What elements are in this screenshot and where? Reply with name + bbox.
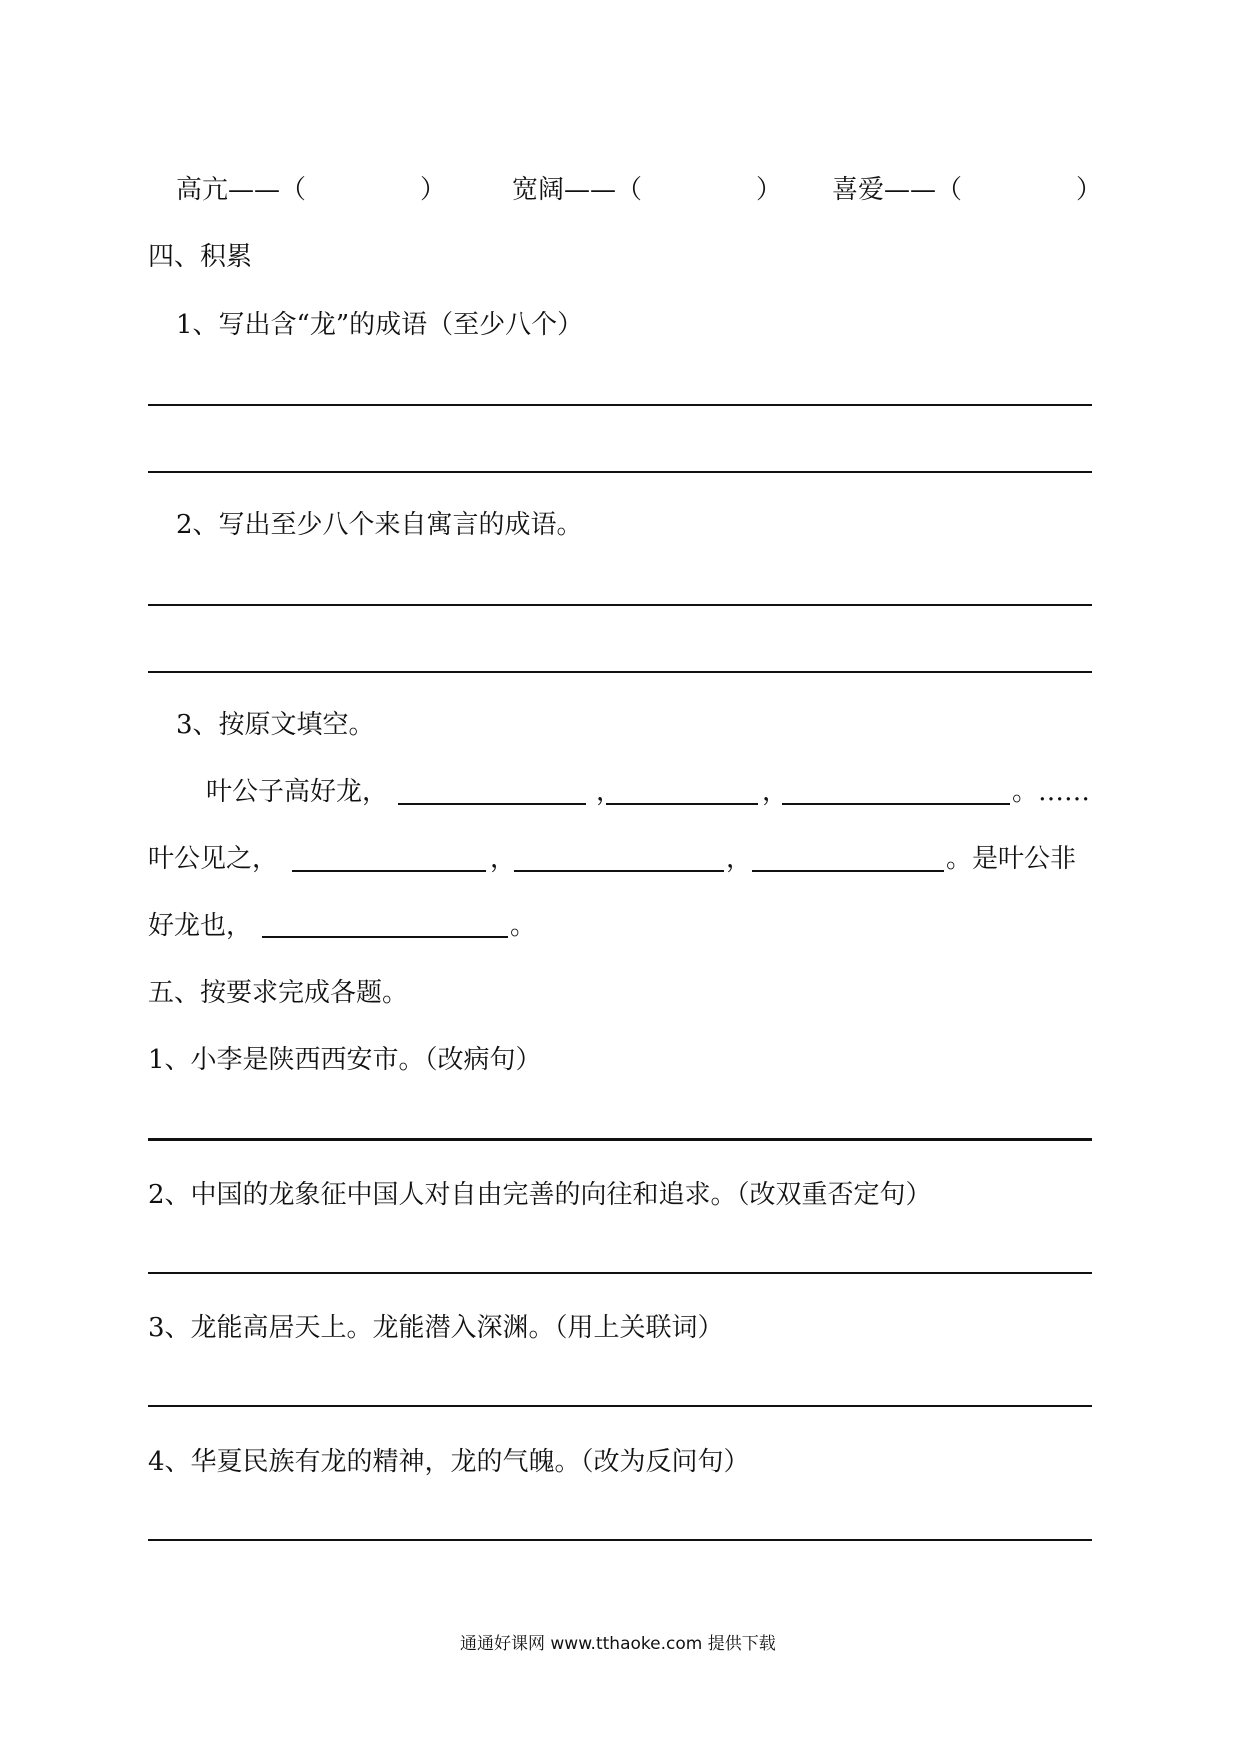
antonym-2-close: ） [756,175,783,205]
question-4-1: 1、写出含“龙”的成语（至少八个） [176,310,584,340]
question-5-1: 1、小李是陕西西安市。（改病句） [148,1045,542,1075]
fill-blank [292,870,486,872]
fill-blank [514,870,724,872]
text-passage-line2-end: 。是叶公非 [946,844,1077,874]
fill-blank [782,803,1010,805]
answer-line [148,1539,1092,1541]
answer-line [148,1138,1092,1141]
antonym-3-close: ） [1076,175,1103,205]
question-5-2: 2、中国的龙象征中国人对自由完善的向往和追求。（改双重否定句） [148,1180,932,1210]
antonym-3-word: 喜爱——（ [832,175,963,205]
period: 。 [510,911,537,941]
fill-blank [262,936,508,938]
fill-blank [752,870,944,872]
answer-line [148,1405,1092,1407]
comma: ， [762,777,789,807]
comma: ， [490,844,517,874]
page-footer: 通通好课网 www.tthaoke.com 提供下载 [460,1634,776,1654]
text-passage-start: 叶公子高好龙， [206,777,389,807]
antonym-1-word: 高亢——（ [176,175,307,205]
comma: ， [596,777,623,807]
question-5-3: 3、龙能高居天上。龙能潜入深渊。（用上关联词） [148,1313,724,1343]
fill-blank [398,803,586,805]
answer-line [148,671,1092,673]
fill-blank [606,803,758,805]
section-5-heading: 五、按要求完成各题。 [148,978,409,1008]
question-4-3: 3、按原文填空。 [176,710,375,740]
section-4-heading: 四、积累 [148,242,253,272]
question-4-2: 2、写出至少八个来自寓言的成语。 [176,510,583,540]
antonym-2-word: 宽阔——（ [512,175,643,205]
answer-line [148,471,1092,473]
answer-line [148,404,1092,406]
text-passage-line3: 好龙也， [148,911,253,941]
question-5-4: 4、华夏民族有龙的精神，龙的气魄。（改为反问句） [148,1447,750,1477]
text-passage-line2: 叶公见之， [148,844,279,874]
answer-line [148,604,1092,606]
period-ellipsis: 。…… [1012,777,1091,807]
antonym-1-close: ） [420,175,447,205]
comma: ， [726,844,753,874]
answer-line [148,1272,1092,1274]
